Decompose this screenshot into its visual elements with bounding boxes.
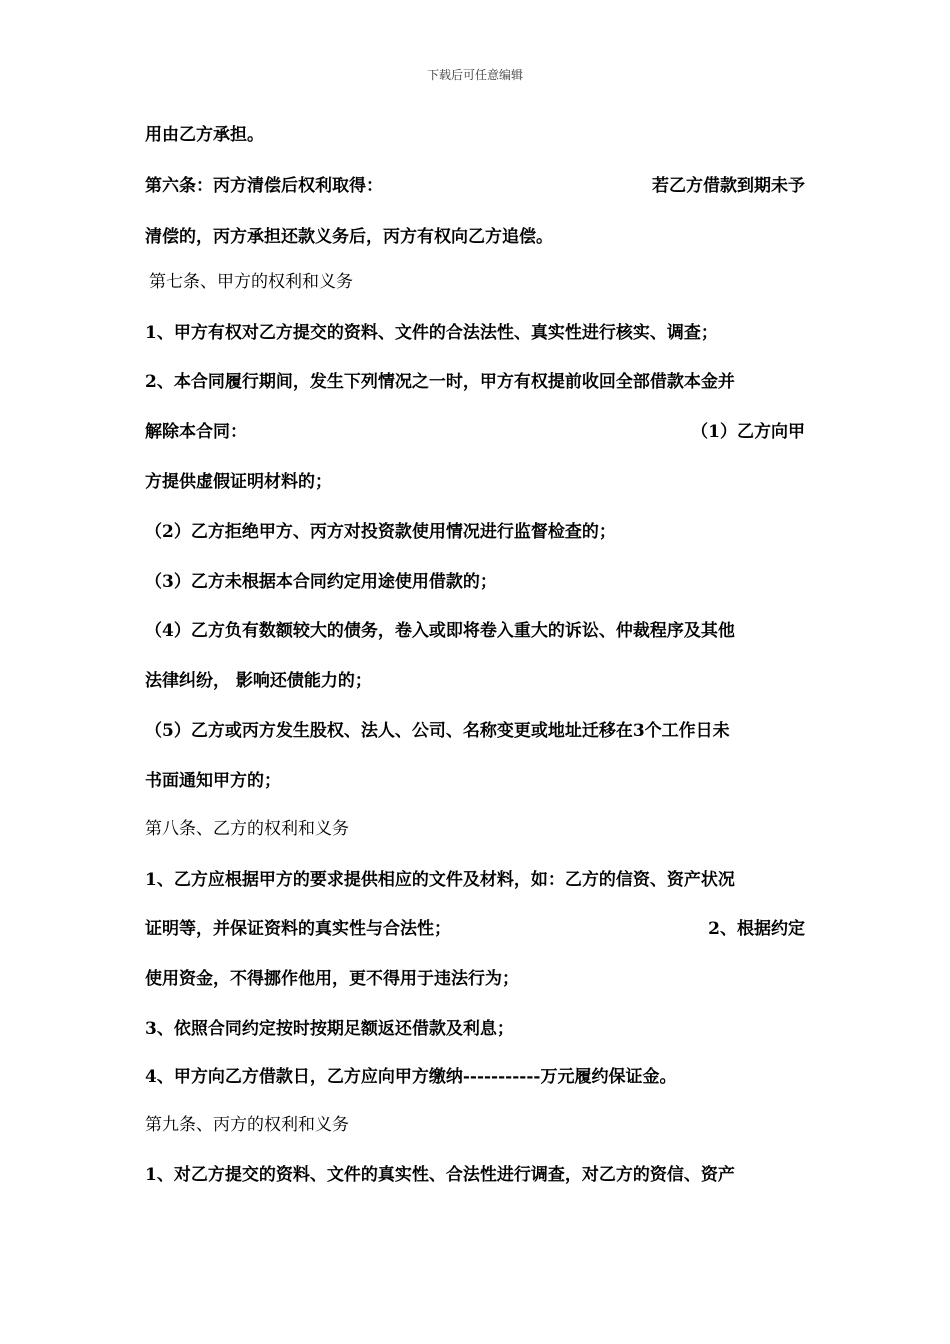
text-line: 方提供虚假证明材料的； xyxy=(145,472,332,492)
article-9-heading: 第九条、丙方的权利和义务 xyxy=(145,1115,349,1135)
text-line: 2、本合同履行期间，发生下列情况之一时，甲方有权提前收回全部借款本金并 xyxy=(145,372,735,392)
text-line xyxy=(145,175,805,197)
article-7-heading: 第七条、甲方的权利和义务 xyxy=(149,272,353,292)
text-line xyxy=(145,421,805,443)
text-line: （3）乙方未根据本合同约定用途使用借款的； xyxy=(145,572,497,592)
article-8-heading: 第八条、乙方的权利和义务 xyxy=(145,819,349,839)
text-line: 清偿的，丙方承担还款义务后，丙方有权向乙方追偿。 xyxy=(145,227,553,247)
text-line: 1、乙方应根据甲方的要求提供相应的文件及材料，如：乙方的信资、资产状况 xyxy=(145,870,735,890)
text-line: 法律纠纷， 影响还债能力的； xyxy=(145,671,372,691)
text-segment: 证明等，并保证资料的真实性与合法性； xyxy=(145,919,451,939)
text-line: （4）乙方负有数额较大的债务，卷入或即将卷入重大的诉讼、仲裁程序及其他 xyxy=(145,621,735,641)
text-line: 使用资金，不得挪作他用，更不得用于违法行为； xyxy=(145,969,519,989)
text-line: 4、甲方向乙方借款日，乙方应向甲方缴纳-----------万元履约保证金。 xyxy=(145,1067,677,1087)
text-line xyxy=(145,918,805,940)
text-segment: （1）乙方向甲 xyxy=(691,422,805,442)
text-line: 3、依照合同约定按时按期足额返还借款及利息； xyxy=(145,1019,514,1039)
text-line: 1、甲方有权对乙方提交的资料、文件的合法法性、真实性进行核实、调查； xyxy=(145,323,718,343)
text-line: 用由乙方承担。 xyxy=(145,125,264,145)
header-note: 下载后可任意编辑 xyxy=(426,68,523,82)
article-6-heading: 第六条：丙方清偿后权利取得： xyxy=(145,176,383,196)
text-line: 书面通知甲方的； xyxy=(145,771,281,791)
text-line: （2）乙方拒绝甲方、丙方对投资款使用情况进行监督检查的； xyxy=(145,522,616,542)
text-segment: 2、根据约定 xyxy=(708,919,805,939)
text-segment: 若乙方借款到期未予 xyxy=(652,176,805,196)
text-segment: 解除本合同： xyxy=(145,422,247,442)
text-line: 1、对乙方提交的资料、文件的真实性、合法性进行调查，对乙方的资信、资产 xyxy=(145,1165,735,1185)
text-line: （5）乙方或丙方发生股权、法人、公司、名称变更或地址迁移在3个工作日未 xyxy=(145,721,730,741)
